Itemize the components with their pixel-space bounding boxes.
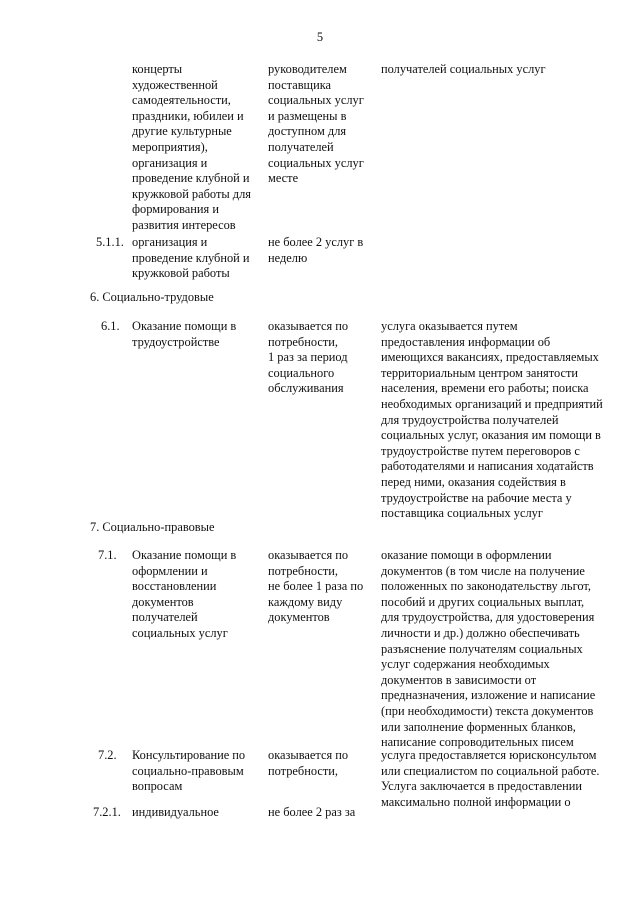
text-line: концерты xyxy=(132,62,183,76)
text-line: разъяснение получателям социальных xyxy=(381,641,583,656)
item-5-1-1-number: 5.1.1. xyxy=(96,235,124,249)
text-line: трудоустройстве xyxy=(132,334,220,349)
page-number: 5 xyxy=(316,30,324,44)
text-line: проведение клубной и xyxy=(132,171,250,186)
item-7-1-volume xyxy=(268,548,376,626)
text-line: художественной xyxy=(132,77,218,92)
text-line: для трудоустройства получателей xyxy=(381,412,559,427)
text-line: Оказание помощи в xyxy=(132,548,237,562)
text-line: кружковой работы xyxy=(132,266,230,281)
text-line: получателей xyxy=(268,139,334,154)
text-line: месте xyxy=(268,171,299,186)
carryover-volume-text xyxy=(268,62,376,187)
text-line: необходимых организаций и предприятий xyxy=(381,396,603,411)
text-line: социального xyxy=(268,365,335,380)
carryover-description-text xyxy=(381,62,613,78)
text-line: или заполнение форменных бланков, xyxy=(381,719,576,734)
item-6-1-description xyxy=(381,319,613,522)
item-7-2-volume xyxy=(268,748,376,779)
text-line: кружковой работы для xyxy=(132,186,251,201)
text-line: максимально полной информации о xyxy=(381,794,571,809)
text-line: и размещены в xyxy=(268,108,347,123)
item-7-1-number: 7.1. xyxy=(98,548,117,562)
item-7-2-1-service xyxy=(132,805,260,821)
text-line: формирования и xyxy=(132,202,219,217)
text-line: праздники, юбилеи и xyxy=(132,108,244,123)
text-line: территориальным центром занятости xyxy=(381,365,578,380)
text-line: социальных услуг xyxy=(268,93,364,108)
text-line: поставщика xyxy=(268,77,332,92)
text-line: социально-правовым xyxy=(132,763,244,778)
text-line: не более 1 раза по xyxy=(268,579,364,594)
text-line: перед ними, оказания содействия в xyxy=(381,474,566,489)
text-line: не более 2 раз за xyxy=(268,805,356,819)
text-line: оформлении и xyxy=(132,563,208,578)
text-line: написание сопроводительных писем xyxy=(381,735,574,750)
item-6-1-volume xyxy=(268,319,376,397)
item-7-2-1-number: 7.2.1. xyxy=(93,805,121,819)
text-line: мероприятия), xyxy=(132,139,208,154)
text-line: социальных услуг xyxy=(268,155,364,170)
text-line: работодателями и написания ходатайств xyxy=(381,459,594,474)
text-line: получателей xyxy=(132,610,198,625)
text-line: социальных услуг, оказания им помощи в xyxy=(381,428,601,443)
item-7-1-service xyxy=(132,548,260,642)
item-7-1-description xyxy=(381,548,613,751)
text-line: проведение клубной и xyxy=(132,250,250,265)
text-line: потребности, xyxy=(268,763,339,778)
item-6-1-number: 6.1. xyxy=(101,319,120,333)
text-line: предназначения, изложение и написание xyxy=(381,688,596,703)
text-line: социальных услуг xyxy=(132,625,228,640)
item-6-1-service xyxy=(132,319,260,350)
text-line: каждому виду xyxy=(268,594,343,609)
text-line: восстановлении xyxy=(132,579,217,594)
text-line: предоставления информации об xyxy=(381,334,551,349)
text-line: неделю xyxy=(268,250,308,265)
text-line: оказывается по xyxy=(268,548,349,562)
text-line: оказание помощи в оформлении xyxy=(381,548,552,562)
text-line: услуга оказывается путем xyxy=(381,319,518,333)
text-line: населения, времени его работы; поиска xyxy=(381,381,589,396)
text-line: трудоустройстве путем переговоров с xyxy=(381,443,580,458)
text-line: руководителем xyxy=(268,62,347,76)
text-line: поставщика социальных услуг xyxy=(381,506,543,521)
text-line: Оказание помощи в xyxy=(132,319,237,333)
item-7-2-description xyxy=(381,748,613,810)
text-line: услуг содержания необходимых xyxy=(381,657,550,672)
text-line: получателей социальных услуг xyxy=(381,62,546,76)
text-line: документов в зависимости от xyxy=(381,672,537,687)
text-line: пособий и других социальных выплат, xyxy=(381,594,585,609)
text-line: развития интересов xyxy=(132,217,236,232)
text-line: доступном для xyxy=(268,124,347,139)
text-line: вопросам xyxy=(132,779,183,794)
text-line: документов xyxy=(268,610,330,625)
section-6-title: 6. Социально-трудовые xyxy=(90,290,214,304)
text-line: положенных по законодательству льгот, xyxy=(381,579,591,594)
text-line: Консультирование по xyxy=(132,748,246,762)
text-line: или специалистом по социальной работе. xyxy=(381,763,600,778)
text-line: потребности, xyxy=(268,334,339,349)
text-line: другие культурные xyxy=(132,124,232,139)
text-line: потребности, xyxy=(268,563,339,578)
text-line: организация и xyxy=(132,235,208,249)
item-5-1-1-volume xyxy=(268,235,376,266)
text-line: самодеятельности, xyxy=(132,93,231,108)
item-7-2-1-volume xyxy=(268,805,376,821)
text-line: индивидуальное xyxy=(132,805,219,819)
text-line: трудоустройстве на рабочие места у xyxy=(381,490,572,505)
text-line: 1 раз за период xyxy=(268,350,348,365)
text-line: Услуга заключается в предоставлении xyxy=(381,779,583,794)
text-line: для трудоустройства, для удостоверения xyxy=(381,610,595,625)
text-line: оказывается по xyxy=(268,319,349,333)
text-line: личности и др.) должно обеспечивать xyxy=(381,625,580,640)
text-line: организация и xyxy=(132,155,208,170)
text-line: услуга предоставляется юрисконсультом xyxy=(381,748,597,762)
item-5-1-1-service xyxy=(132,235,260,282)
item-7-2-service xyxy=(132,748,260,795)
carryover-service-text xyxy=(132,62,260,234)
section-7-title: 7. Социально-правовые xyxy=(90,520,215,534)
text-line: не более 2 услуг в xyxy=(268,235,364,249)
text-line: (при необходимости) текста документов xyxy=(381,703,594,718)
item-7-2-number: 7.2. xyxy=(98,748,117,762)
text-line: документов xyxy=(132,594,194,609)
text-line: имеющихся вакансиях, предоставляемых xyxy=(381,350,599,365)
text-line: документов (в том числе на получение xyxy=(381,563,585,578)
text-line: оказывается по xyxy=(268,748,349,762)
text-line: обслуживания xyxy=(268,381,344,396)
